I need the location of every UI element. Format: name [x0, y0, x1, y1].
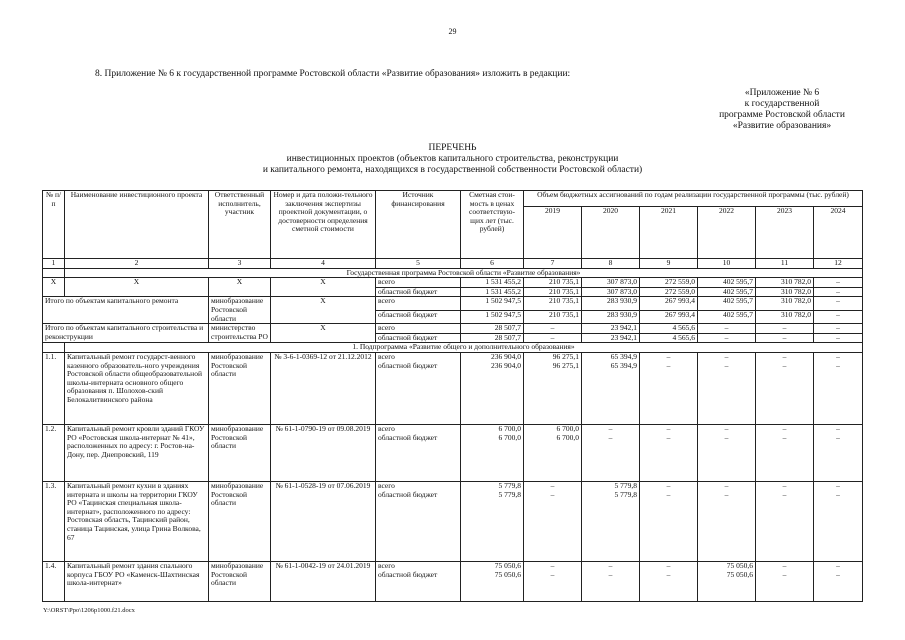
source-regional: областной бюджет: [378, 489, 438, 499]
cell-year-value: 283 930,9: [582, 310, 640, 323]
value-regional: –: [782, 432, 787, 442]
cell-year-value: [756, 424, 814, 481]
cell-estimate: 1 531 455,2: [461, 278, 524, 288]
value-total: 6 700,0: [556, 424, 579, 433]
cell-year-value: [698, 424, 756, 481]
cell-no: 1.3.: [43, 481, 65, 561]
header-expertise: Номер и дата положи-тельного заключения экспертизы проектной документации, о достоверности определения сметной стоимости: [271, 191, 376, 259]
cell-executor: минобразование Ростовской области: [209, 297, 271, 324]
cell-estimate: [461, 352, 524, 424]
table-row: [43, 324, 863, 334]
value-total: 65 394,9: [610, 352, 637, 361]
cell-source-stack: [376, 481, 461, 561]
cell-name: Капитальный ремонт кровли зданий ГКОУ РО «Ростовская школа-интернат № 41», расположенных по адресу: г. Ростов-на-Дону, пер. Днепровский, 119: [65, 424, 209, 481]
value-regional: –: [608, 432, 613, 442]
cell-year-value: [524, 352, 582, 424]
value-total: 5 779,8: [498, 481, 521, 490]
cell-name: Х: [65, 278, 209, 297]
column-number: 10: [698, 259, 756, 269]
cell-year-value: [640, 424, 698, 481]
value-total: 75 050,6: [726, 561, 753, 570]
value-regional: –: [666, 569, 671, 579]
value-regional: 75 050,6: [494, 569, 521, 579]
cell-expertise: № 61-1-0528-19 от 07.06.2019: [271, 481, 376, 561]
cell-executor: минобразование Ростовской области: [209, 481, 271, 561]
cell-year-value: [640, 481, 698, 561]
cell-year-value: 310 782,0: [756, 310, 814, 323]
cell-source: областной бюджет: [376, 287, 461, 297]
cell-year-value: 402 595,7: [698, 297, 756, 310]
cell-expertise: № 61-1-0042-19 от 24.01.2019: [271, 561, 376, 601]
source-total: всего: [378, 352, 395, 361]
value-total: –: [782, 424, 787, 433]
cell-year-value: [582, 424, 640, 481]
intro-paragraph: 8. Приложение № 6 к государственной программе Ростовской области «Развитие образования» изложить в редакции:: [95, 69, 571, 79]
cell-year-value: 402 595,7: [698, 278, 756, 288]
value-total: 75 050,6: [494, 561, 521, 570]
value-total: 5 779,8: [614, 481, 637, 490]
value-total: –: [666, 352, 671, 361]
value-regional: –: [836, 489, 840, 499]
cell-estimate: [461, 561, 524, 601]
cell-executor: Х: [209, 278, 271, 297]
cell-year-value: –: [698, 333, 756, 343]
appendix-line: «Приложение № 6: [744, 88, 820, 98]
source-total: всего: [378, 561, 395, 570]
header-source: Источник финансирования: [376, 191, 461, 259]
cell-year-value: 267 993,4: [640, 297, 698, 310]
table-row: [43, 278, 863, 288]
header-year: 2019: [524, 207, 582, 259]
cell-year-value: [756, 352, 814, 424]
cell-year-value: 272 559,0: [640, 278, 698, 288]
value-regional: 6 700,0: [498, 432, 521, 442]
appendix-block: [662, 88, 902, 132]
value-regional: 65 394,9: [610, 360, 637, 370]
program-header-row: [43, 268, 863, 278]
value-regional: 236 904,0: [491, 360, 521, 370]
header-executor: Ответственный исполнитель, участник: [209, 191, 271, 259]
header-estimate: Сметная стои-мость в ценах соответствую-щих лет (тыс. рублей): [461, 191, 524, 259]
cell-source: всего: [376, 297, 461, 310]
source-total: всего: [378, 424, 395, 433]
cell-year-value: [814, 561, 863, 601]
column-number: 5: [376, 259, 461, 269]
cell-year-value: 310 782,0: [756, 278, 814, 288]
appendix-line: «Развитие образования»: [732, 121, 832, 131]
column-number: 1: [43, 259, 65, 269]
cell-year-value: 267 993,4: [640, 310, 698, 323]
document-subtitle-line: инвестиционных проектов (объектов капитального строительства, реконструкции: [286, 154, 619, 164]
value-regional: –: [608, 569, 613, 579]
cell-year-value: 210 735,1: [524, 278, 582, 288]
value-regional: –: [724, 360, 729, 370]
source-regional: областной бюджет: [378, 569, 438, 579]
value-total: 236 904,0: [491, 352, 521, 361]
column-number: 9: [640, 259, 698, 269]
header-year: 2021: [640, 207, 698, 259]
value-regional: 5 779,8: [498, 489, 521, 499]
cell-year-value: 272 559,0: [640, 287, 698, 297]
cell-year-value: [756, 561, 814, 601]
header-name: Наименование инвестиционного проекта: [65, 191, 209, 259]
column-number: 3: [209, 259, 271, 269]
cell-estimate: 28 507,7: [461, 324, 524, 334]
value-total: –: [724, 352, 729, 361]
cell-year-value: 23 942,1: [582, 333, 640, 343]
cell-year-value: 210 735,1: [524, 297, 582, 310]
value-total: –: [782, 561, 787, 570]
cell-executor: минобразование Ростовской области: [209, 352, 271, 424]
projects-table: [42, 190, 863, 602]
header-year: 2023: [756, 207, 814, 259]
cell-expertise: № 3-6-1-0369-12 от 21.12.2012: [271, 352, 376, 424]
cell-executor: министерство строительства РО: [209, 324, 271, 343]
footer-file-path: Y:\ORST\Ppo\1206p1000.f21.docx: [43, 607, 135, 614]
cell-year-value: –: [524, 324, 582, 334]
cell-estimate: [461, 424, 524, 481]
cell-name: Итого по объектам капитального строительства и реконструкции: [43, 324, 209, 343]
cell-estimate: 1 531 455,2: [461, 287, 524, 297]
value-regional: –: [666, 489, 671, 499]
column-number: 11: [756, 259, 814, 269]
cell-source: всего: [376, 324, 461, 334]
header-no: № п/п: [43, 191, 65, 259]
source-regional: областной бюджет: [378, 360, 438, 370]
cell-year-value: 283 930,9: [582, 297, 640, 310]
subprogram-header-row: [43, 343, 863, 353]
column-number: 2: [65, 259, 209, 269]
value-total: –: [836, 561, 840, 570]
document-title-block: [0, 143, 905, 176]
cell-source-stack: [376, 424, 461, 481]
value-total: –: [550, 561, 555, 570]
cell-year-value: [524, 561, 582, 601]
value-total: –: [782, 481, 787, 490]
cell-executor: минобразование Ростовской области: [209, 424, 271, 481]
column-number-row: [43, 259, 863, 269]
column-number: 6: [461, 259, 524, 269]
value-total: –: [666, 481, 671, 490]
cell-year-value: [640, 352, 698, 424]
cell-year-value: –: [756, 333, 814, 343]
value-total: –: [836, 352, 840, 361]
value-total: –: [724, 424, 729, 433]
cell-year-value: 4 565,6: [640, 324, 698, 334]
cell-year-value: 4 565,6: [640, 333, 698, 343]
value-regional: 5 779,8: [614, 489, 637, 499]
cell-year-value: –: [814, 297, 863, 310]
cell-year-value: –: [524, 333, 582, 343]
subprogram-header: 1. Подпрограмма «Развитие общего и дополнительного образования»: [65, 343, 863, 353]
cell-year-value: [814, 352, 863, 424]
cell-year-value: –: [814, 324, 863, 334]
value-regional: –: [550, 569, 555, 579]
cell-year-value: –: [814, 278, 863, 288]
cell-executor: минобразование Ростовской области: [209, 561, 271, 601]
value-regional: –: [724, 432, 729, 442]
cell-year-value: [524, 424, 582, 481]
cell-year-value: [582, 481, 640, 561]
cell-no: 1.4.: [43, 561, 65, 601]
cell-year-value: [814, 481, 863, 561]
value-regional: –: [782, 489, 787, 499]
value-total: 6 700,0: [498, 424, 521, 433]
value-regional: 96 275,1: [552, 360, 579, 370]
cell-year-value: –: [698, 324, 756, 334]
cell-year-value: [582, 352, 640, 424]
cell-year-value: 307 873,0: [582, 278, 640, 288]
value-total: –: [836, 481, 840, 490]
cell-year-value: [698, 481, 756, 561]
cell-expertise: Х: [271, 324, 376, 343]
cell-year-value: 23 942,1: [582, 324, 640, 334]
cell-year-value: –: [814, 287, 863, 297]
header-year: 2024: [814, 207, 863, 259]
cell-expertise: Х: [271, 278, 376, 297]
cell-no: Х: [43, 278, 65, 297]
value-total: –: [608, 424, 613, 433]
header-year: 2020: [582, 207, 640, 259]
cell-year-value: 310 782,0: [756, 297, 814, 310]
cell-year-value: [698, 352, 756, 424]
source-regional: областной бюджет: [378, 432, 438, 442]
cell-year-value: 210 735,1: [524, 287, 582, 297]
cell-year-value: 210 735,1: [524, 310, 582, 323]
cell-year-value: –: [756, 324, 814, 334]
value-regional: –: [836, 360, 840, 370]
header-year: 2022: [698, 207, 756, 259]
cell-source-stack: [376, 352, 461, 424]
table-row: [43, 481, 863, 561]
appendix-line: программе Ростовской области: [719, 110, 845, 120]
cell-source: областной бюджет: [376, 310, 461, 323]
appendix-line: к государственной: [744, 99, 820, 109]
cell-year-value: 310 782,0: [756, 287, 814, 297]
cell-year-value: 402 595,7: [698, 287, 756, 297]
table-row: [43, 424, 863, 481]
cell-name: Итого по объектам капитального ремонта: [43, 297, 209, 324]
value-regional: –: [724, 489, 729, 499]
table-row: [43, 297, 863, 310]
cell-year-value: [756, 481, 814, 561]
cell-name: Капитальный ремонт государст-венного казенного образователь-ного учреждения Ростовской области общеобразовательной школы-интерната основного общего образования п. Шолохов-ский Белокалитвинского района: [65, 352, 209, 424]
column-number: 8: [582, 259, 640, 269]
value-regional: –: [666, 432, 671, 442]
value-total: –: [608, 561, 613, 570]
value-regional: –: [782, 569, 787, 579]
value-regional: –: [666, 360, 671, 370]
cell-year-value: –: [814, 333, 863, 343]
cell-name: Капитальный ремонт кухни в зданиях интерната и школы на территории ГКОУ РО «Тацинская специальная школа-интернат», расположенного по адресу: Ростовская область, Тацинский район, станица Тацинская, улица Грина Волкова, 67: [65, 481, 209, 561]
cell-year-value: [524, 481, 582, 561]
cell-no: 1.2.: [43, 424, 65, 481]
value-total: –: [666, 424, 671, 433]
cell-year-value: –: [814, 310, 863, 323]
source-total: всего: [378, 481, 395, 490]
value-total: –: [666, 561, 671, 570]
cell-expertise: Х: [271, 297, 376, 324]
document-title: ПЕРЕЧЕНЬ: [428, 143, 477, 153]
document-subtitle-line: и капитального ремонта, находящихся в государственной собственности Ростовской области): [262, 165, 643, 175]
table-row: [43, 352, 863, 424]
value-total: 96 275,1: [552, 352, 579, 361]
cell-no: 1.1.: [43, 352, 65, 424]
cell-estimate: 1 502 947,5: [461, 310, 524, 323]
value-regional: –: [836, 432, 840, 442]
program-header: Государственная программа Ростовской области «Развитие образования»: [65, 268, 863, 278]
cell-expertise: № 61-1-0790-19 от 09.08.2019: [271, 424, 376, 481]
cell-source-stack: [376, 561, 461, 601]
page-number: 29: [448, 27, 457, 36]
cell-year-value: 402 595,7: [698, 310, 756, 323]
cell-year-value: [814, 424, 863, 481]
header-volume: Объем бюджетных ассигнований по годам реализации государственной программы (тыс. рублей): [524, 191, 863, 207]
value-total: –: [724, 481, 729, 490]
cell-estimate: 1 502 947,5: [461, 297, 524, 310]
value-total: –: [836, 424, 840, 433]
value-total: –: [782, 352, 787, 361]
value-regional: 75 050,6: [726, 569, 753, 579]
column-number: 12: [814, 259, 863, 269]
value-regional: –: [836, 569, 840, 579]
value-regional: 6 700,0: [556, 432, 579, 442]
cell-year-value: [640, 561, 698, 601]
column-number: 7: [524, 259, 582, 269]
cell-year-value: [582, 561, 640, 601]
cell-estimate: [461, 481, 524, 561]
cell-year-value: [698, 561, 756, 601]
cell-source: всего: [376, 278, 461, 288]
cell-name: Капитальный ремонт здания спального корпуса ГБОУ РО «Каменск-Шахтинская школа-интернат»: [65, 561, 209, 601]
value-regional: –: [782, 360, 787, 370]
cell-estimate: 28 507,7: [461, 333, 524, 343]
column-number: 4: [271, 259, 376, 269]
cell-year-value: 307 873,0: [582, 287, 640, 297]
cell-source: областной бюджет: [376, 333, 461, 343]
table-row: [43, 561, 863, 601]
value-total: –: [550, 481, 555, 490]
value-regional: –: [550, 489, 555, 499]
